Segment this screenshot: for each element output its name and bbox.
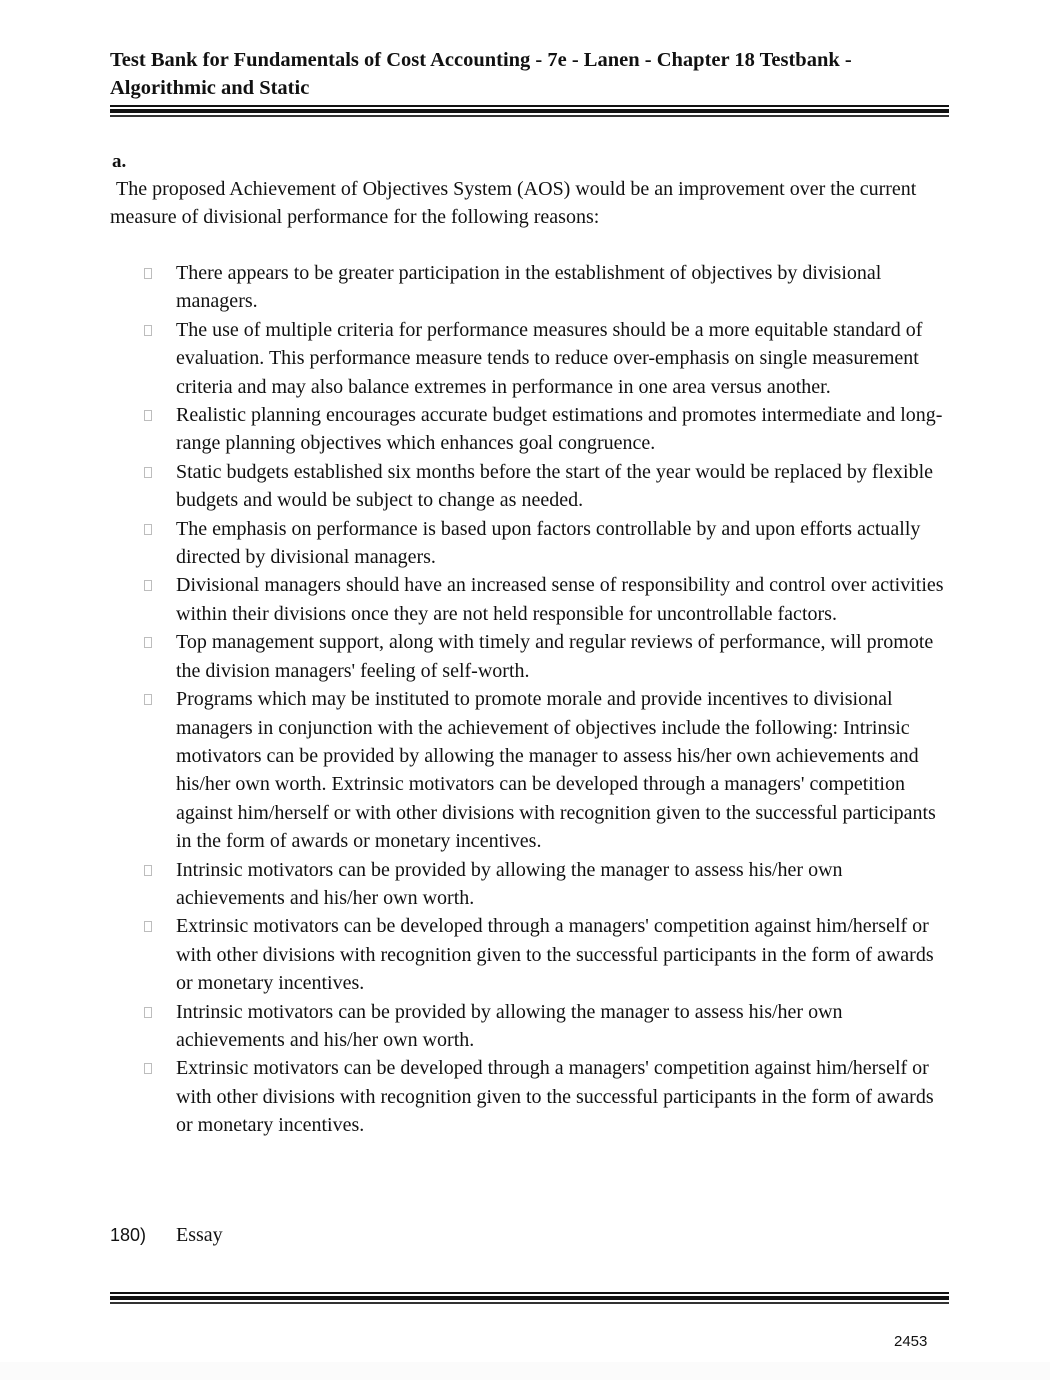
answer-intro-paragraph: The proposed Achievement of Objectives System (AOS) would be an improvement over the current measure of divisional performance for the following reasons: (110, 178, 917, 229)
header-divider (110, 105, 949, 117)
page-number: 2453 (894, 1333, 928, 1350)
square-bullet-icon (144, 921, 152, 932)
square-bullet-icon (144, 410, 152, 421)
square-bullet-icon (144, 325, 152, 336)
page-bottom-edge (0, 1362, 1050, 1380)
answer-part-label: a. (112, 151, 127, 172)
question-type: Essay (176, 1224, 223, 1246)
list-item-text: The emphasis on performance is based upon factors controllable by and upon efforts actually directed by divisional managers. (176, 517, 921, 569)
square-bullet-icon (144, 580, 152, 591)
list-item-text: Programs which may be instituted to promote morale and provide incentives to divisional managers in conjunction with the achievement of objectives include the following: Intrinsic motivators can be provided by allowing the manager to assess his/her own achievements and his/her own worth. Extrinsic motivators can be developed through a managers' competition against him/herself or with other divisions with recognition given to the successful participants in the form of awards or monetary incentives. (176, 688, 936, 853)
list-item-text: Top management support, along with timely and regular reviews of performance, will promote the division managers' feeling of self-worth. (176, 631, 934, 682)
question-number: 180) (110, 1225, 147, 1245)
list-item (110, 685, 949, 855)
list-item (110, 1054, 949, 1139)
document-header-title: Test Bank for Fundamentals of Cost Accounting - 7e - Lanen - Chapter 18 Testbank - Algorithmic and Static (110, 49, 852, 99)
footer-divider (110, 1292, 949, 1304)
list-item (110, 998, 949, 1055)
list-item-text: Realistic planning encourages accurate budget estimations and promotes intermediate and long-range planning objectives which enhances goal congruence. (176, 404, 943, 455)
list-item (110, 515, 949, 572)
list-item-text: Extrinsic motivators can be developed through a managers' competition against him/herself or with other divisions with recognition given to the successful participants in the form of awards or monetary incentives. (176, 915, 934, 995)
list-item (110, 401, 949, 458)
list-item-text: Intrinsic motivators can be provided by allowing the manager to assess his/her own achievements and his/her own worth. (176, 858, 843, 909)
list-item-text: There appears to be greater participation in the establishment of objectives by divisional managers. (176, 262, 882, 313)
square-bullet-icon (144, 268, 152, 279)
list-item (110, 571, 949, 628)
list-item (110, 316, 949, 401)
list-item-text: The use of multiple criteria for performance measures should be a more equitable standard of evaluation. This performance measure tends to reduce over-emphasis on single measurement criteria and may also balance extremes in performance in one area versus another. (176, 318, 923, 398)
reasons-list (110, 259, 949, 1140)
list-item (110, 628, 949, 685)
list-item-text: Divisional managers should have an increased sense of responsibility and control over activities within their divisions once they are not held responsible for uncontrollable factors. (176, 574, 944, 625)
list-item (110, 458, 949, 515)
list-item-text: Intrinsic motivators can be provided by allowing the manager to assess his/her own achievements and his/her own worth. (176, 1000, 843, 1051)
list-item-text: Static budgets established six months before the start of the year would be replaced by flexible budgets and would be subject to change as needed. (176, 460, 934, 512)
square-bullet-icon (144, 865, 152, 876)
list-item (110, 259, 949, 316)
square-bullet-icon (144, 637, 152, 648)
square-bullet-icon (144, 1007, 152, 1018)
square-bullet-icon (144, 1063, 152, 1074)
square-bullet-icon (144, 524, 152, 535)
list-item (110, 912, 949, 997)
list-item-text: Extrinsic motivators can be developed through a managers' competition against him/herself or with other divisions with recognition given to the successful participants in the form of awards or monetary incentives. (176, 1057, 934, 1137)
square-bullet-icon (144, 467, 152, 478)
list-item (110, 856, 949, 913)
square-bullet-icon (144, 694, 152, 705)
